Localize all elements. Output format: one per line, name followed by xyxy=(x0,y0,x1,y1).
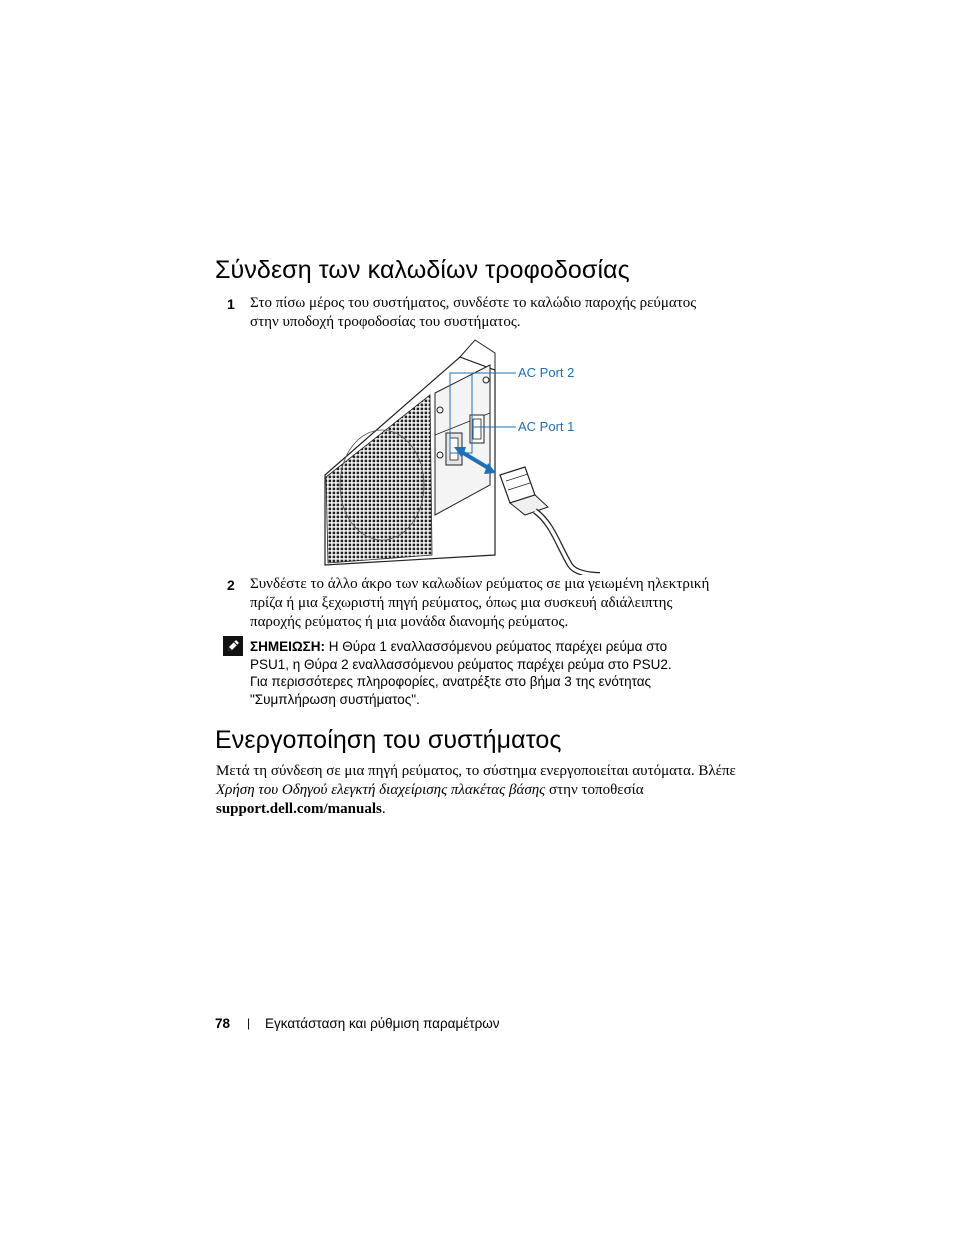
power-on-paragraph xyxy=(216,762,756,819)
note-text: PSU1, η Θύρα 2 εναλλασσόμενου ρεύματος παρέχει ρεύμα στο PSU2. xyxy=(250,656,672,672)
footer-chapter: Εγκατάσταση και ρύθμιση παραμέτρων xyxy=(265,1016,500,1031)
note-text: Η Θύρα 1 εναλλασσόμενου ρεύματος παρέχει ρεύμα στο xyxy=(325,639,668,654)
step-number: 2 xyxy=(227,577,235,593)
guide-title: Χρήση του Οδηγού ελεγκτή διαχείρισης πλακέτας βάσης xyxy=(216,782,546,798)
step-number: 1 xyxy=(227,296,235,312)
section-title-power-on: Ενεργοποίηση του συστήματος xyxy=(215,726,562,754)
note-text: "Συμπλήρωση συστήματος". xyxy=(250,691,420,707)
pencil-note-icon xyxy=(223,636,243,656)
step-2-text xyxy=(250,575,740,632)
step-1-text xyxy=(250,294,730,332)
callout-ac-port-2: AC Port 2 xyxy=(518,365,575,380)
step-1-line: Στο πίσω μέρος του συστήματος, συνδέστε το καλώδιο παροχής ρεύματος xyxy=(250,295,697,311)
page-number: 78 xyxy=(215,1016,231,1031)
paragraph-line: στην τοποθεσία xyxy=(545,782,644,798)
paragraph-line: . xyxy=(381,801,386,817)
step-2-line: πρίζα ή μια ξεχωριστή πηγή ρεύματος, όπως μια συσκευή αδιάλειπτης xyxy=(250,595,673,611)
step-2-line: Συνδέστε το άλλο άκρο των καλωδίων ρεύματος σε μια γειωμένη ηλεκτρική xyxy=(250,576,710,592)
support-link[interactable]: support.dell.com/manuals xyxy=(216,801,382,817)
note-label: ΣΗΜΕΙΩΣΗ: xyxy=(250,639,326,654)
section-title-power-cables: Σύνδεση των καλωδίων τροφοδοσίας xyxy=(215,256,630,284)
footer-separator: | xyxy=(247,1016,251,1030)
callout-ac-port-1: AC Port 1 xyxy=(518,419,575,434)
note-text: Για περισσότερες πληροφορίες, ανατρέξτε στο βήμα 3 της ενότητας xyxy=(250,674,652,689)
note-block xyxy=(250,638,730,708)
step-1-line: στην υποδοχή τροφοδοσίας του συστήματος. xyxy=(250,314,521,330)
paragraph-line: Μετά τη σύνδεση σε μια πηγή ρεύματος, το σύστημα ενεργοποιείται αυτόματα. Βλέπε xyxy=(216,763,736,779)
step-2-line: παροχής ρεύματος ή μια μονάδα διανομής ρεύματος. xyxy=(250,614,569,630)
